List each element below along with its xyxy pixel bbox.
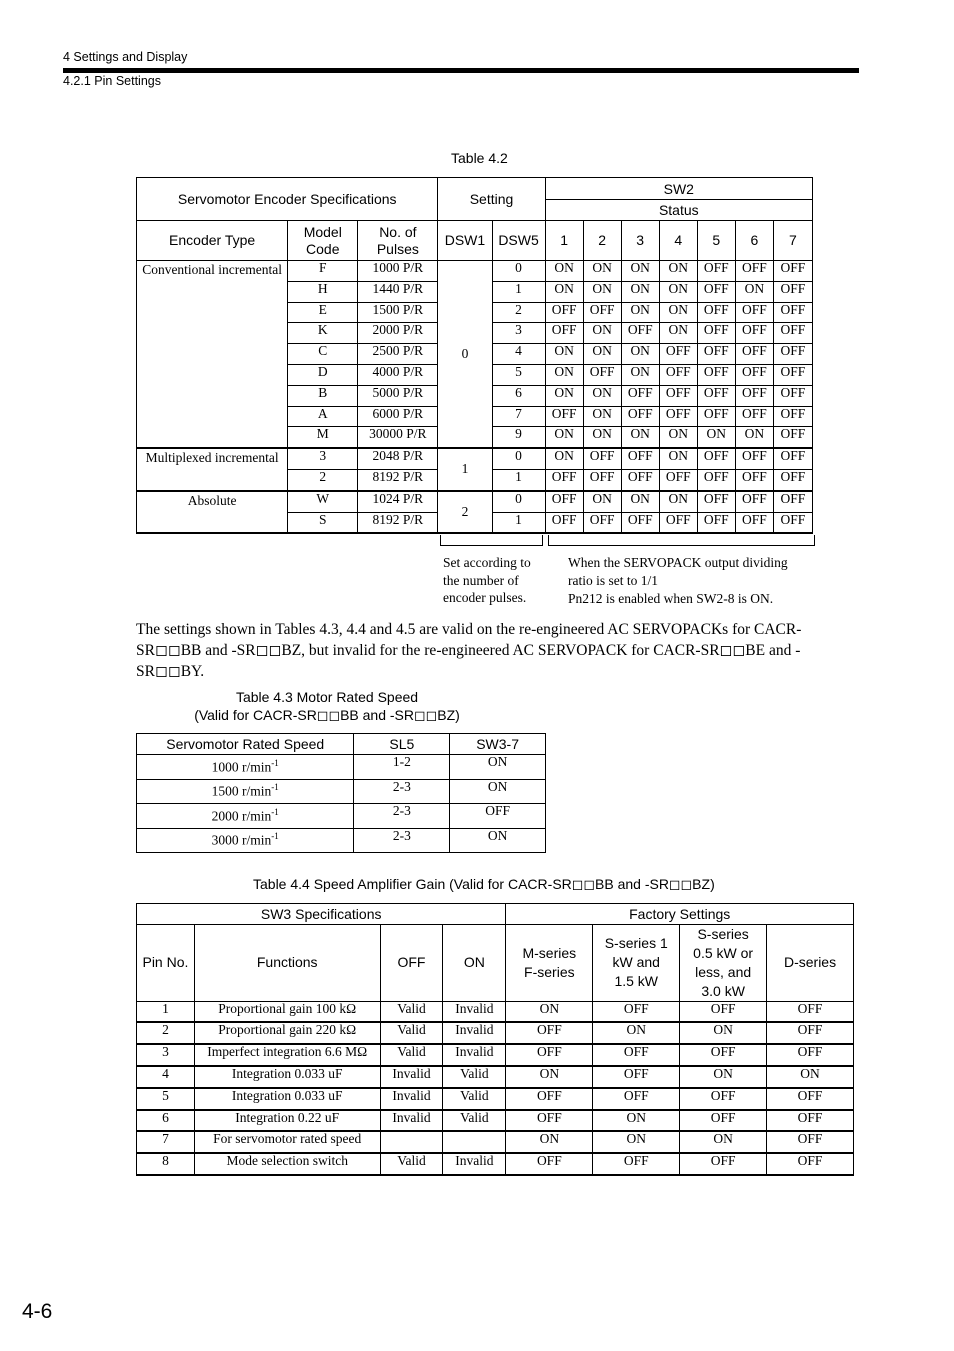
dsw5-cell: 1 (492, 281, 545, 302)
sw2-status-cell: ON (621, 261, 659, 282)
sw2-status-cell: OFF (773, 302, 812, 323)
table-row (137, 1088, 854, 1110)
header-m-series: M-series F-series (506, 925, 593, 1002)
sw2-status-cell: OFF (697, 281, 735, 302)
function-cell: Mode selection switch (194, 1153, 380, 1175)
sw2-status-cell: OFF (697, 344, 735, 365)
s-series-05kw-cell: OFF (680, 1153, 767, 1175)
encoder-type-cell: Conventional incremental (137, 261, 288, 449)
header-sw-col: 3 (621, 221, 659, 261)
table-row (137, 1066, 854, 1088)
m-series-cell: OFF (506, 1044, 593, 1066)
note-dividing: When the SERVOPACK output dividing ratio is set to 1/1 (568, 555, 788, 588)
off-cell: Valid (380, 1044, 443, 1066)
table-row (137, 1001, 854, 1022)
function-cell: Proportional gain 100 kΩ (194, 1001, 380, 1022)
s-series-05kw-cell: OFF (680, 1110, 767, 1132)
table-row (137, 1044, 854, 1066)
sw2-status-cell: ON (583, 427, 621, 448)
sw2-status-cell: OFF (735, 364, 773, 385)
function-cell: Imperfect integration 6.6 MΩ (194, 1044, 380, 1066)
header-s-series-05kw: S-series 0.5 kW or less, and 3.0 kW (680, 925, 767, 1002)
on-cell: Valid (443, 1066, 506, 1088)
sw2-status-cell: OFF (697, 448, 735, 469)
function-cell: For servomotor rated speed (194, 1131, 380, 1153)
off-cell (380, 1131, 443, 1153)
sw2-status-cell: OFF (773, 261, 812, 282)
pulses-cell: 8192 P/R (358, 512, 438, 533)
dsw5-cell: 0 (492, 261, 545, 282)
sw2-status-cell: OFF (697, 261, 735, 282)
sw2-status-cell: OFF (735, 512, 773, 533)
s-series-1kw-cell: OFF (593, 1044, 680, 1066)
sw2-status-cell: ON (545, 448, 583, 469)
sw2-status-cell: OFF (545, 302, 583, 323)
off-cell: Valid (380, 1001, 443, 1022)
header-pulses: No. of Pulses (358, 221, 438, 261)
s-series-1kw-cell: OFF (593, 1088, 680, 1110)
speed-exponent: -1 (271, 831, 279, 842)
header-dsw1: DSW1 (438, 221, 492, 261)
header-sw3-spec: SW3 Specifications (137, 904, 506, 925)
pulses-cell: 2000 P/R (358, 323, 438, 344)
dsw5-cell: 0 (492, 491, 545, 512)
sw2-status-cell: OFF (735, 448, 773, 469)
dsw5-cell: 3 (492, 323, 545, 344)
header-sw-col: 1 (545, 221, 583, 261)
dsw5-cell: 6 (492, 385, 545, 406)
sw2-status-cell: OFF (659, 364, 697, 385)
m-series-cell: OFF (506, 1153, 593, 1175)
sw3-7-cell: ON (450, 828, 546, 853)
model-code-cell: C (288, 344, 358, 365)
s-series-1kw-cell: ON (593, 1110, 680, 1132)
pulses-cell: 1024 P/R (358, 491, 438, 512)
sl5-cell: 2-3 (354, 804, 450, 829)
speed-value: 1000 r/min (211, 759, 272, 775)
function-cell: Proportional gain 220 kΩ (194, 1022, 380, 1044)
table43-caption-title: Table 4.3 Motor Rated Speed (235, 689, 419, 705)
on-cell: Invalid (443, 1153, 506, 1175)
sw2-status-cell: OFF (545, 491, 583, 512)
sw2-status-cell: OFF (697, 512, 735, 533)
function-cell: Integration 0.22 uF (194, 1110, 380, 1132)
speed-value: 1500 r/min (211, 783, 272, 799)
sw2-status-cell: OFF (545, 512, 583, 533)
table-row (137, 448, 813, 469)
sw2-status-cell: OFF (621, 385, 659, 406)
header-on: ON (443, 925, 506, 1002)
table-row (137, 804, 546, 829)
sw2-status-cell: OFF (773, 344, 812, 365)
pulses-cell: 1440 P/R (358, 281, 438, 302)
table-row (137, 491, 813, 512)
dsw1-cell: 0 (438, 261, 492, 449)
header-sw-col: 7 (773, 221, 812, 261)
speed-exponent: -1 (271, 782, 279, 793)
m-series-cell: ON (506, 1001, 593, 1022)
dsw1-cell: 1 (438, 448, 492, 491)
header-rated-speed: Servomotor Rated Speed (137, 734, 354, 755)
dsw5-cell: 2 (492, 302, 545, 323)
table-row (137, 1110, 854, 1132)
table-row (137, 261, 813, 282)
table44-caption: Table 4.4 Speed Amplifier Gain (Valid for CACR-SR◻◻BB and -SR◻◻BZ) (253, 876, 715, 892)
sw2-status-cell: OFF (697, 406, 735, 427)
sw2-status-cell: ON (545, 261, 583, 282)
function-cell: Integration 0.033 uF (194, 1066, 380, 1088)
sw2-status-cell: OFF (659, 344, 697, 365)
header-dsw5: DSW5 (492, 221, 545, 261)
on-cell: Valid (443, 1088, 506, 1110)
dsw5-cell: 4 (492, 344, 545, 365)
pulses-cell: 6000 P/R (358, 406, 438, 427)
header-functions: Functions (194, 925, 380, 1002)
table-row (137, 779, 546, 804)
s-series-1kw-cell: OFF (593, 1153, 680, 1175)
header-model-code: Model Code (288, 221, 358, 261)
sw2-status-cell: ON (583, 344, 621, 365)
table43-caption (136, 688, 546, 724)
sw2-status-cell: OFF (583, 302, 621, 323)
pin-cell: 7 (137, 1131, 195, 1153)
header-d-series: D-series (767, 925, 854, 1002)
sw2-status-cell: ON (545, 427, 583, 448)
rated-speed-cell (137, 828, 354, 853)
sl5-cell: 1-2 (354, 755, 450, 780)
header-s-series-1kw: S-series 1 kW and 1.5 kW (593, 925, 680, 1002)
sw2-status-cell: ON (659, 491, 697, 512)
sw2-status-cell: OFF (545, 323, 583, 344)
sw2-status-cell: ON (583, 281, 621, 302)
sw2-status-cell: OFF (735, 491, 773, 512)
dsw5-cell: 5 (492, 364, 545, 385)
pin-cell: 6 (137, 1110, 195, 1132)
sw2-status-cell: ON (621, 302, 659, 323)
model-code-cell: K (288, 323, 358, 344)
d-series-cell: OFF (767, 1110, 854, 1132)
pulses-cell: 2500 P/R (358, 344, 438, 365)
note-dsw: Set according to the number of encoder pulses. (443, 555, 531, 605)
header-sl5: SL5 (354, 734, 450, 755)
header-rule (63, 68, 859, 73)
s-series-05kw-cell: OFF (680, 1088, 767, 1110)
speed-value: 2000 r/min (211, 808, 272, 824)
sw2-status-cell: OFF (773, 281, 812, 302)
sw2-status-cell: OFF (773, 385, 812, 406)
sw2-status-cell: OFF (773, 323, 812, 344)
header-sw-col: 6 (735, 221, 773, 261)
sw2-status-cell: ON (621, 427, 659, 448)
sw2-status-cell: ON (621, 281, 659, 302)
table42-caption: Table 4.2 (451, 150, 508, 166)
on-cell: Invalid (443, 1022, 506, 1044)
sw2-status-cell: OFF (621, 448, 659, 469)
sw2-status-cell: OFF (621, 406, 659, 427)
s-series-05kw-cell: OFF (680, 1001, 767, 1022)
speed-exponent: -1 (271, 806, 279, 817)
sw2-status-cell: OFF (545, 469, 583, 490)
sw2-status-cell: OFF (697, 385, 735, 406)
pin-cell: 2 (137, 1022, 195, 1044)
section-header: 4 Settings and Display (63, 50, 188, 64)
dsw5-cell: 1 (492, 469, 545, 490)
m-series-cell: ON (506, 1131, 593, 1153)
model-code-cell: S (288, 512, 358, 533)
sw2-status-cell: OFF (659, 406, 697, 427)
sw2-status-cell: OFF (773, 469, 812, 490)
d-series-cell: OFF (767, 1022, 854, 1044)
model-code-cell: F (288, 261, 358, 282)
rated-speed-cell (137, 779, 354, 804)
header-sw-col: 4 (659, 221, 697, 261)
model-code-cell: 2 (288, 469, 358, 490)
s-series-05kw-cell: ON (680, 1022, 767, 1044)
sw2-status-cell: OFF (773, 427, 812, 448)
sw2-status-cell: ON (583, 491, 621, 512)
pin-cell: 5 (137, 1088, 195, 1110)
sw2-status-cell: ON (545, 281, 583, 302)
dsw5-cell: 0 (492, 448, 545, 469)
sw2-status-cell: OFF (773, 364, 812, 385)
sw2-status-cell: OFF (735, 261, 773, 282)
m-series-cell: OFF (506, 1088, 593, 1110)
on-cell (443, 1131, 506, 1153)
table-row (137, 828, 546, 853)
dsw5-cell: 1 (492, 512, 545, 533)
model-code-cell: W (288, 491, 358, 512)
table-4-3 (136, 733, 546, 853)
sw2-status-cell: OFF (735, 385, 773, 406)
table-4-2 (136, 177, 813, 534)
off-cell: Invalid (380, 1066, 443, 1088)
m-series-cell: OFF (506, 1022, 593, 1044)
on-cell: Invalid (443, 1001, 506, 1022)
header-sw3-7: SW3-7 (450, 734, 546, 755)
bracket-dsw (440, 535, 543, 546)
sw2-status-cell: OFF (659, 385, 697, 406)
pin-cell: 3 (137, 1044, 195, 1066)
sw2-status-cell: OFF (735, 344, 773, 365)
s-series-05kw-cell: ON (680, 1066, 767, 1088)
sw2-status-cell: ON (583, 385, 621, 406)
d-series-cell: ON (767, 1066, 854, 1088)
sw2-status-cell: OFF (659, 469, 697, 490)
sw2-status-cell: ON (621, 491, 659, 512)
off-cell: Valid (380, 1022, 443, 1044)
sw2-status-cell: OFF (773, 491, 812, 512)
dsw5-cell: 7 (492, 406, 545, 427)
sw3-7-cell: OFF (450, 804, 546, 829)
pulses-cell: 4000 P/R (358, 364, 438, 385)
table-row (137, 755, 546, 780)
pulses-cell: 30000 P/R (358, 427, 438, 448)
m-series-cell: ON (506, 1066, 593, 1088)
on-cell: Valid (443, 1110, 506, 1132)
pulses-cell: 1500 P/R (358, 302, 438, 323)
sw2-status-cell: ON (659, 427, 697, 448)
header-sw2: SW2 (545, 178, 812, 200)
sw2-status-cell: ON (659, 281, 697, 302)
pulses-cell: 1000 P/R (358, 261, 438, 282)
sw2-status-cell: OFF (697, 323, 735, 344)
sw3-7-cell: ON (450, 755, 546, 780)
s-series-1kw-cell: ON (593, 1022, 680, 1044)
header-off: OFF (380, 925, 443, 1002)
sw2-status-cell: ON (545, 344, 583, 365)
rated-speed-cell (137, 804, 354, 829)
table-row (137, 1131, 854, 1153)
table-row (137, 1022, 854, 1044)
sw2-status-cell: ON (697, 427, 735, 448)
sw2-status-cell: OFF (735, 406, 773, 427)
model-code-cell: A (288, 406, 358, 427)
page-number: 4-6 (22, 1300, 53, 1323)
sw3-7-cell: ON (450, 779, 546, 804)
encoder-type-cell: Multiplexed incremental (137, 448, 288, 491)
off-cell: Invalid (380, 1088, 443, 1110)
off-cell: Invalid (380, 1110, 443, 1132)
subsection-header: 4.2.1 Pin Settings (63, 74, 161, 88)
sw2-status-cell: OFF (621, 512, 659, 533)
header-setting: Setting (438, 178, 545, 221)
header-sw-col: 5 (697, 221, 735, 261)
s-series-1kw-cell: OFF (593, 1066, 680, 1088)
d-series-cell: OFF (767, 1088, 854, 1110)
sw2-status-cell: OFF (583, 448, 621, 469)
header-status: Status (545, 200, 812, 221)
s-series-1kw-cell: OFF (593, 1001, 680, 1022)
header-factory: Factory Settings (506, 904, 854, 925)
speed-exponent: -1 (271, 757, 279, 768)
sl5-cell: 2-3 (354, 828, 450, 853)
sw2-status-cell: ON (735, 427, 773, 448)
sw2-status-cell: ON (735, 281, 773, 302)
model-code-cell: D (288, 364, 358, 385)
model-code-cell: H (288, 281, 358, 302)
sw2-status-cell: ON (659, 302, 697, 323)
sw2-status-cell: OFF (583, 364, 621, 385)
s-series-05kw-cell: ON (680, 1131, 767, 1153)
table-4-4 (136, 903, 854, 1176)
d-series-cell: OFF (767, 1001, 854, 1022)
table43-caption-validity: (Valid for CACR-SR◻◻BB and -SR◻◻BZ) (194, 707, 460, 723)
sw2-status-cell: ON (583, 261, 621, 282)
sw2-status-cell: ON (545, 364, 583, 385)
rated-speed-cell (137, 755, 354, 780)
pulses-cell: 5000 P/R (358, 385, 438, 406)
off-cell: Valid (380, 1153, 443, 1175)
sw2-status-cell: ON (659, 323, 697, 344)
sw2-status-cell: OFF (583, 469, 621, 490)
m-series-cell: OFF (506, 1110, 593, 1132)
sw2-status-cell: OFF (621, 469, 659, 490)
sw2-status-cell: OFF (545, 406, 583, 427)
header-encoder-spec: Servomotor Encoder Specifications (137, 178, 438, 221)
model-code-cell: B (288, 385, 358, 406)
s-series-05kw-cell: OFF (680, 1044, 767, 1066)
body-paragraph: The settings shown in Tables 4.3, 4.4 and 4.5 are valid on the re-engineered AC SERVOPACKs for CACR-SR◻◻BB and -SR◻◻BZ, but invalid for the re-engineered AC SERVOPACK for CACR-SR◻◻BE and -SR◻◻BY. (136, 621, 802, 680)
sw2-status-cell: OFF (697, 491, 735, 512)
sw2-status-cell: ON (621, 364, 659, 385)
pulses-cell: 2048 P/R (358, 448, 438, 469)
table-row (137, 1153, 854, 1175)
sw2-status-cell: OFF (697, 302, 735, 323)
sw2-status-cell: OFF (697, 364, 735, 385)
sw2-status-cell: ON (583, 406, 621, 427)
sw2-status-cell: OFF (773, 406, 812, 427)
pin-cell: 8 (137, 1153, 195, 1175)
sw2-status-cell: OFF (659, 512, 697, 533)
sw2-status-cell: OFF (735, 302, 773, 323)
header-sw-col: 2 (583, 221, 621, 261)
note-pn212: Pn212 is enabled when SW2-8 is ON. (568, 591, 774, 606)
model-code-cell: M (288, 427, 358, 448)
speed-value: 3000 r/min (211, 832, 272, 848)
header-encoder-type: Encoder Type (137, 221, 288, 261)
sw2-status-cell: OFF (735, 323, 773, 344)
sw2-status-cell: OFF (735, 469, 773, 490)
sw2-status-cell: OFF (773, 448, 812, 469)
sw2-status-cell: ON (621, 344, 659, 365)
sw2-status-cell: ON (545, 385, 583, 406)
dsw5-cell: 9 (492, 427, 545, 448)
sw2-status-cell: OFF (583, 512, 621, 533)
dsw1-cell: 2 (438, 491, 492, 534)
s-series-1kw-cell: ON (593, 1131, 680, 1153)
d-series-cell: OFF (767, 1153, 854, 1175)
function-cell: Integration 0.033 uF (194, 1088, 380, 1110)
d-series-cell: OFF (767, 1044, 854, 1066)
encoder-type-cell: Absolute (137, 491, 288, 534)
sw2-status-cell: OFF (773, 512, 812, 533)
sw2-status-cell: ON (659, 261, 697, 282)
pin-cell: 4 (137, 1066, 195, 1088)
model-code-cell: 3 (288, 448, 358, 469)
header-pin: Pin No. (137, 925, 195, 1002)
sw2-status-cell: OFF (621, 323, 659, 344)
sw2-status-cell: OFF (697, 469, 735, 490)
pin-cell: 1 (137, 1001, 195, 1022)
d-series-cell: OFF (767, 1131, 854, 1153)
sw2-status-cell: ON (659, 448, 697, 469)
bracket-sw2 (548, 535, 815, 546)
sw2-status-cell: ON (583, 323, 621, 344)
on-cell: Invalid (443, 1044, 506, 1066)
pulses-cell: 8192 P/R (358, 469, 438, 490)
model-code-cell: E (288, 302, 358, 323)
sl5-cell: 2-3 (354, 779, 450, 804)
